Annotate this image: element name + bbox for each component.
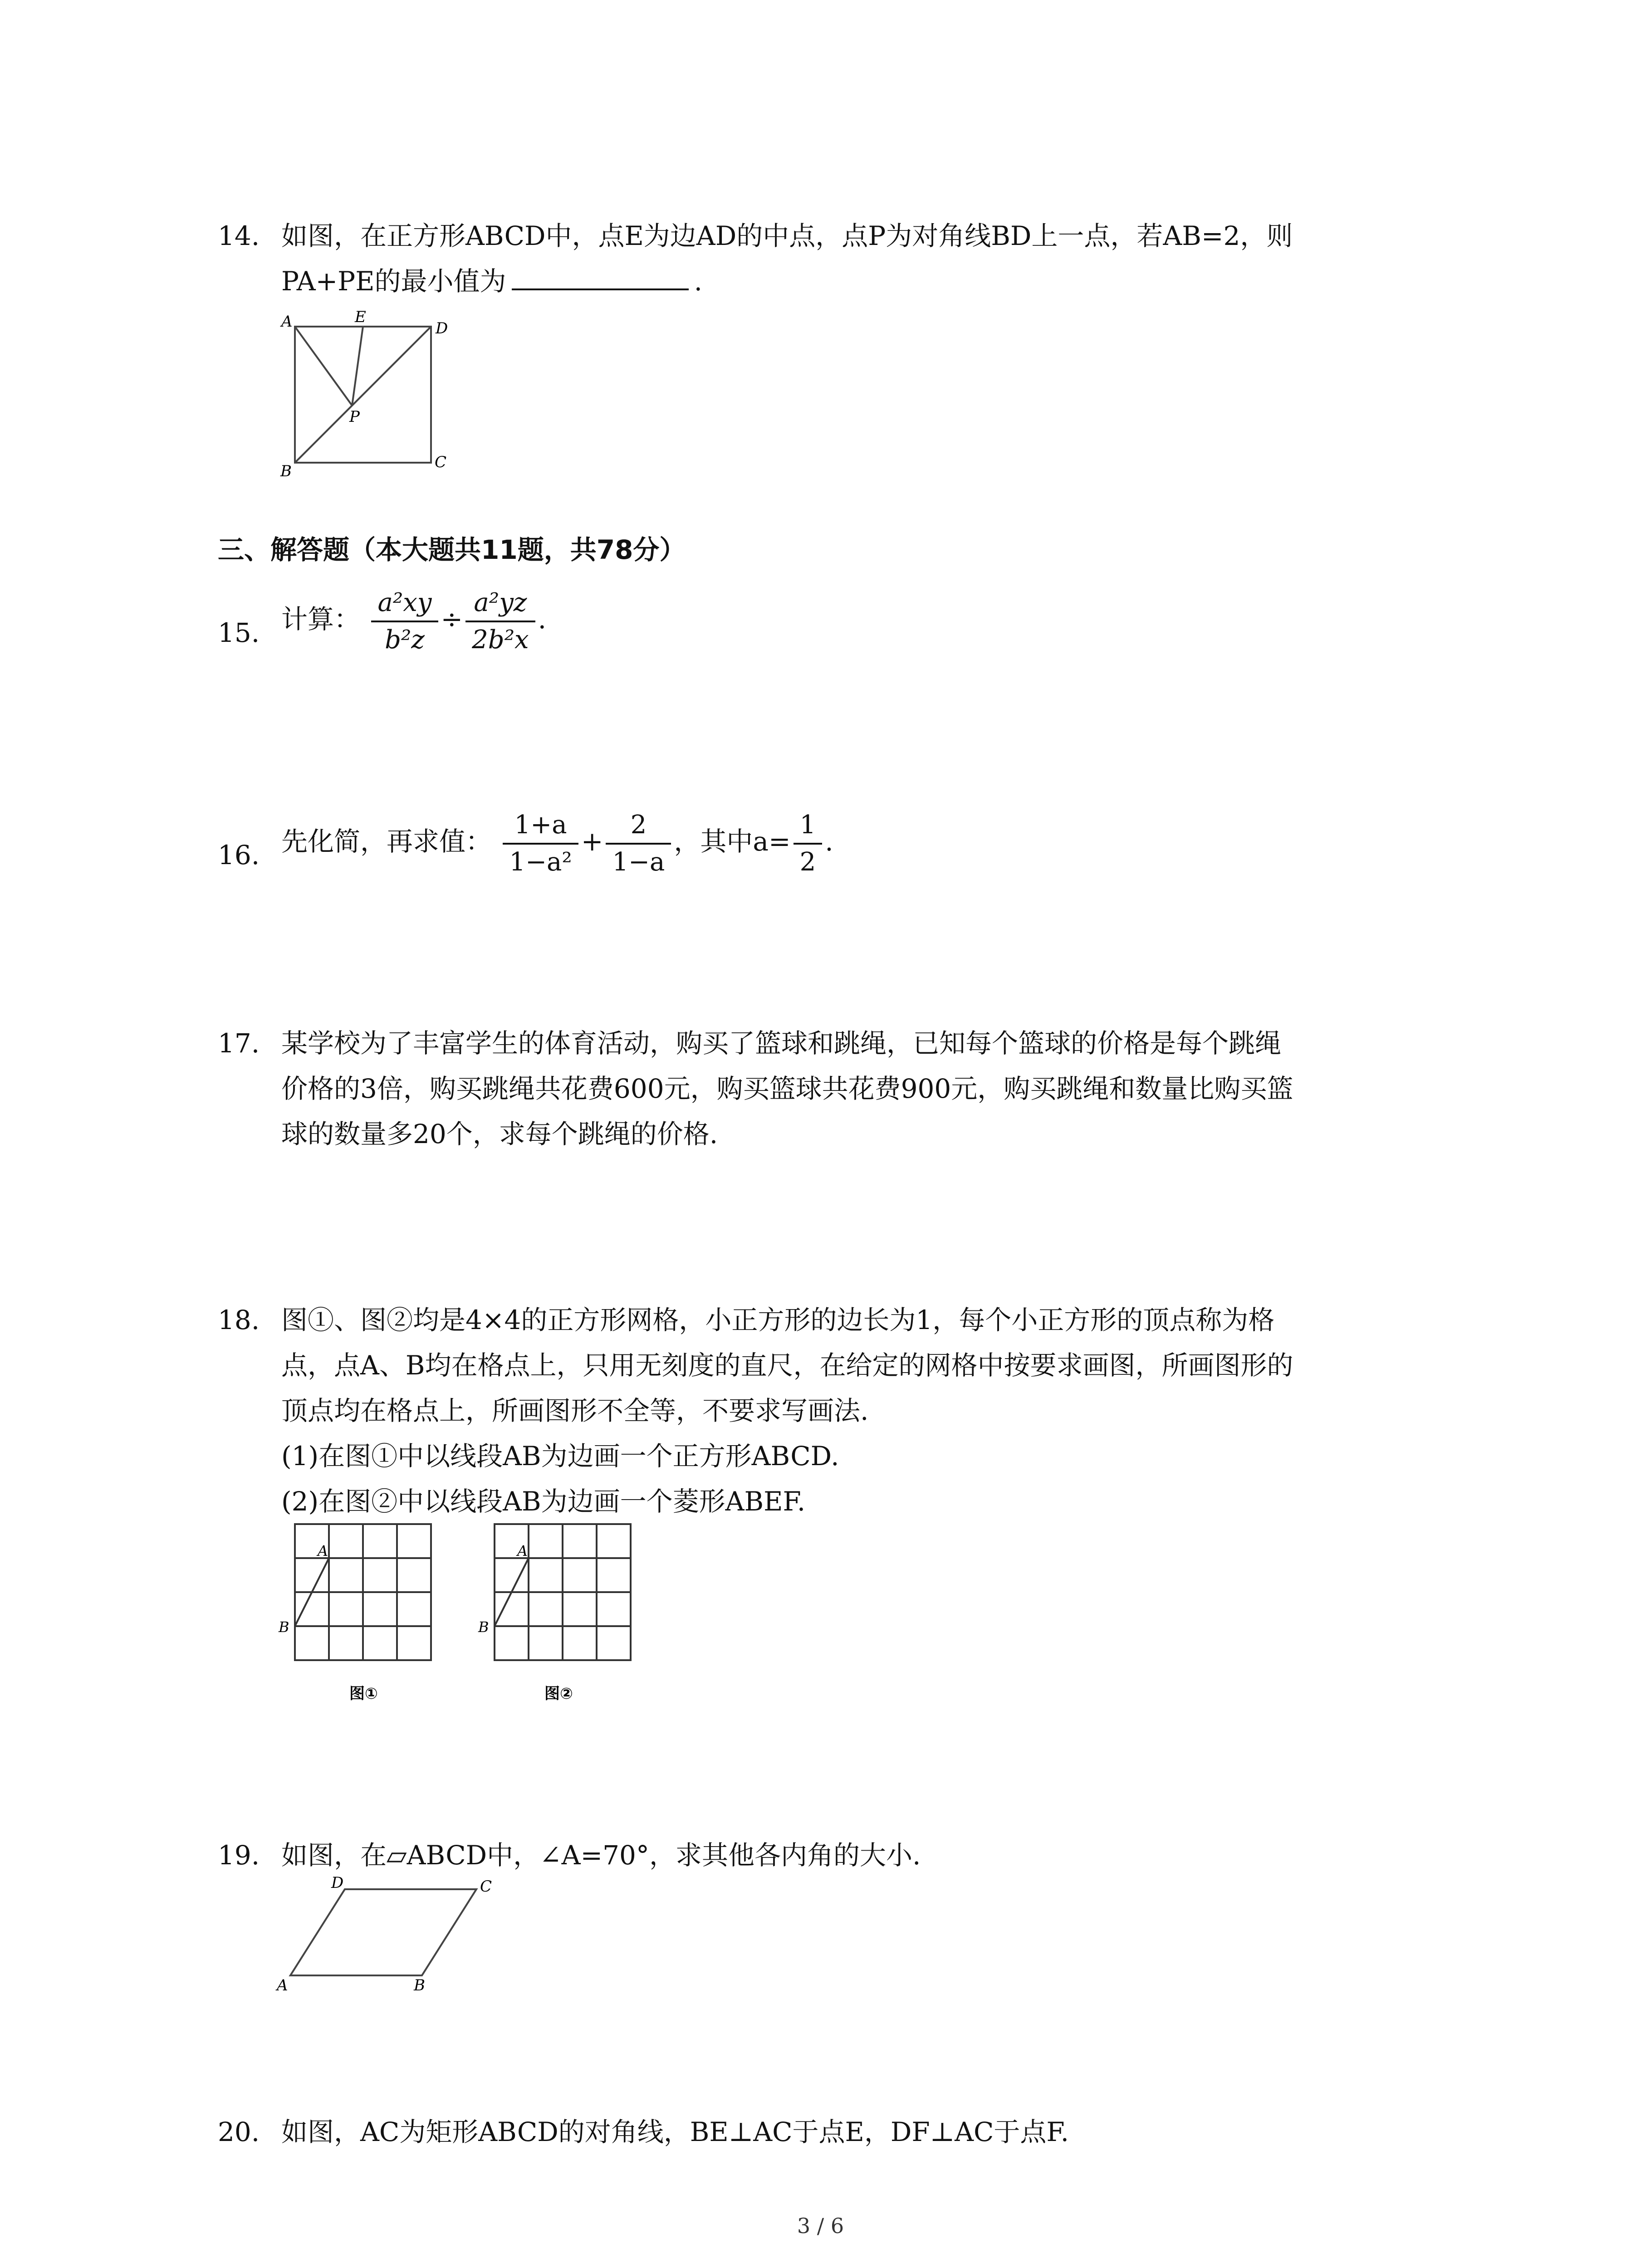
question-text: 先化简，再求值： xyxy=(281,826,492,857)
question-15 xyxy=(218,585,1461,658)
period: . xyxy=(538,604,547,635)
figure-caption: 图② xyxy=(544,1685,573,1703)
label-D: D xyxy=(436,319,448,337)
page-number: 3 / 6 xyxy=(797,2214,844,2238)
parallelogram-diagram-q19 xyxy=(268,1873,513,1996)
question-19 xyxy=(218,1833,1461,1878)
label-A: A xyxy=(281,313,293,331)
question-number: 16. xyxy=(218,840,260,870)
question-text: PA+PE的最小值为 xyxy=(281,266,506,297)
label-B: B xyxy=(414,1976,425,1994)
operator: + xyxy=(581,826,603,857)
question-text-line: 如图，在正方形ABCD中，点E为边AD的中点，点P为对角线BD上一点，若AB=2，则 xyxy=(281,220,1293,251)
denominator: 1−a² xyxy=(509,847,572,877)
section-heading: 三、解答题（本大题共11题，共78分） xyxy=(218,534,686,565)
question-17 xyxy=(218,1021,1461,1157)
numerator: a²xy xyxy=(371,585,438,622)
period: . xyxy=(825,826,833,857)
fraction xyxy=(794,807,823,880)
label-E: E xyxy=(355,308,366,326)
question-text-line: 顶点均在格点上，所画图形不全等，不要求写画法. xyxy=(281,1395,869,1426)
operator: ÷ xyxy=(441,604,463,635)
question-text-line: 点，点A、B均在格点上，只用无刻度的直尺，在给定的网格中按要求画图，所画图形的 xyxy=(281,1350,1293,1381)
question-20 xyxy=(218,2109,1461,2155)
fraction xyxy=(606,807,671,880)
fraction xyxy=(503,807,578,880)
sub-question-1: (1)在图①中以线段AB为边画一个正方形ABCD. xyxy=(281,1441,839,1471)
grid-figure-2 xyxy=(472,1515,644,1715)
question-number: 18. xyxy=(218,1305,260,1335)
question-text-line: 球的数量多20个，求每个跳绳的价格. xyxy=(281,1119,718,1149)
question-18 xyxy=(218,1297,1461,1524)
question-number: 20. xyxy=(218,2116,260,2147)
denominator: 2 xyxy=(799,847,816,877)
label-B: B xyxy=(279,1618,289,1636)
numerator: 1 xyxy=(794,807,823,845)
question-text-line xyxy=(281,259,1461,304)
question-text: ，其中a= xyxy=(674,826,791,857)
numerator: 2 xyxy=(606,807,671,845)
label-D: D xyxy=(331,1874,344,1892)
grid-figure-1 xyxy=(272,1515,445,1715)
answer-blank xyxy=(512,260,689,290)
question-16 xyxy=(218,807,1461,880)
label-B: B xyxy=(478,1618,489,1636)
label-A: A xyxy=(318,1542,328,1559)
numerator: a²yz xyxy=(465,585,535,622)
sub-question-2: (2)在图②中以线段AB为边画一个菱形ABEF. xyxy=(281,1486,806,1517)
label-A: A xyxy=(517,1542,528,1559)
square-diagram-q14 xyxy=(272,308,463,481)
denominator: 1−a xyxy=(612,847,665,877)
period: . xyxy=(694,266,702,297)
question-text-line: 图①、图②均是4×4的正方形网格，小正方形的边长为1，每个小正方形的顶点称为格 xyxy=(281,1305,1275,1335)
numerator: 1+a xyxy=(503,807,578,845)
question-text-line: 如图，在▱ABCD中，∠A=70°，求其他各内角的大小. xyxy=(281,1840,921,1871)
question-number: 15. xyxy=(218,617,260,648)
question-text-line: 价格的3倍，购买跳绳共花费600元，购买篮球共花费900元，购买跳绳和数量比购买篮 xyxy=(281,1073,1293,1104)
question-14 xyxy=(218,213,1461,304)
fraction xyxy=(465,585,535,658)
denominator: b²z xyxy=(385,625,425,655)
question-text: 计算： xyxy=(281,604,361,635)
label-P: P xyxy=(349,408,360,426)
label-A: A xyxy=(277,1976,288,1994)
fraction xyxy=(371,585,438,658)
question-number: 19. xyxy=(218,1840,260,1871)
question-text-line: 某学校为了丰富学生的体育活动，购买了篮球和跳绳，已知每个篮球的价格是每个跳绳 xyxy=(281,1028,1282,1059)
question-text-line: 如图，AC为矩形ABCD的对角线，BE⊥AC于点E，DF⊥AC于点F. xyxy=(281,2116,1069,2147)
figure-caption: 图① xyxy=(349,1685,378,1703)
label-B: B xyxy=(280,462,292,480)
label-C: C xyxy=(435,453,447,471)
question-number: 14. xyxy=(218,220,260,251)
label-C: C xyxy=(480,1877,492,1896)
question-number: 17. xyxy=(218,1028,260,1059)
denominator: 2b²x xyxy=(472,625,529,655)
